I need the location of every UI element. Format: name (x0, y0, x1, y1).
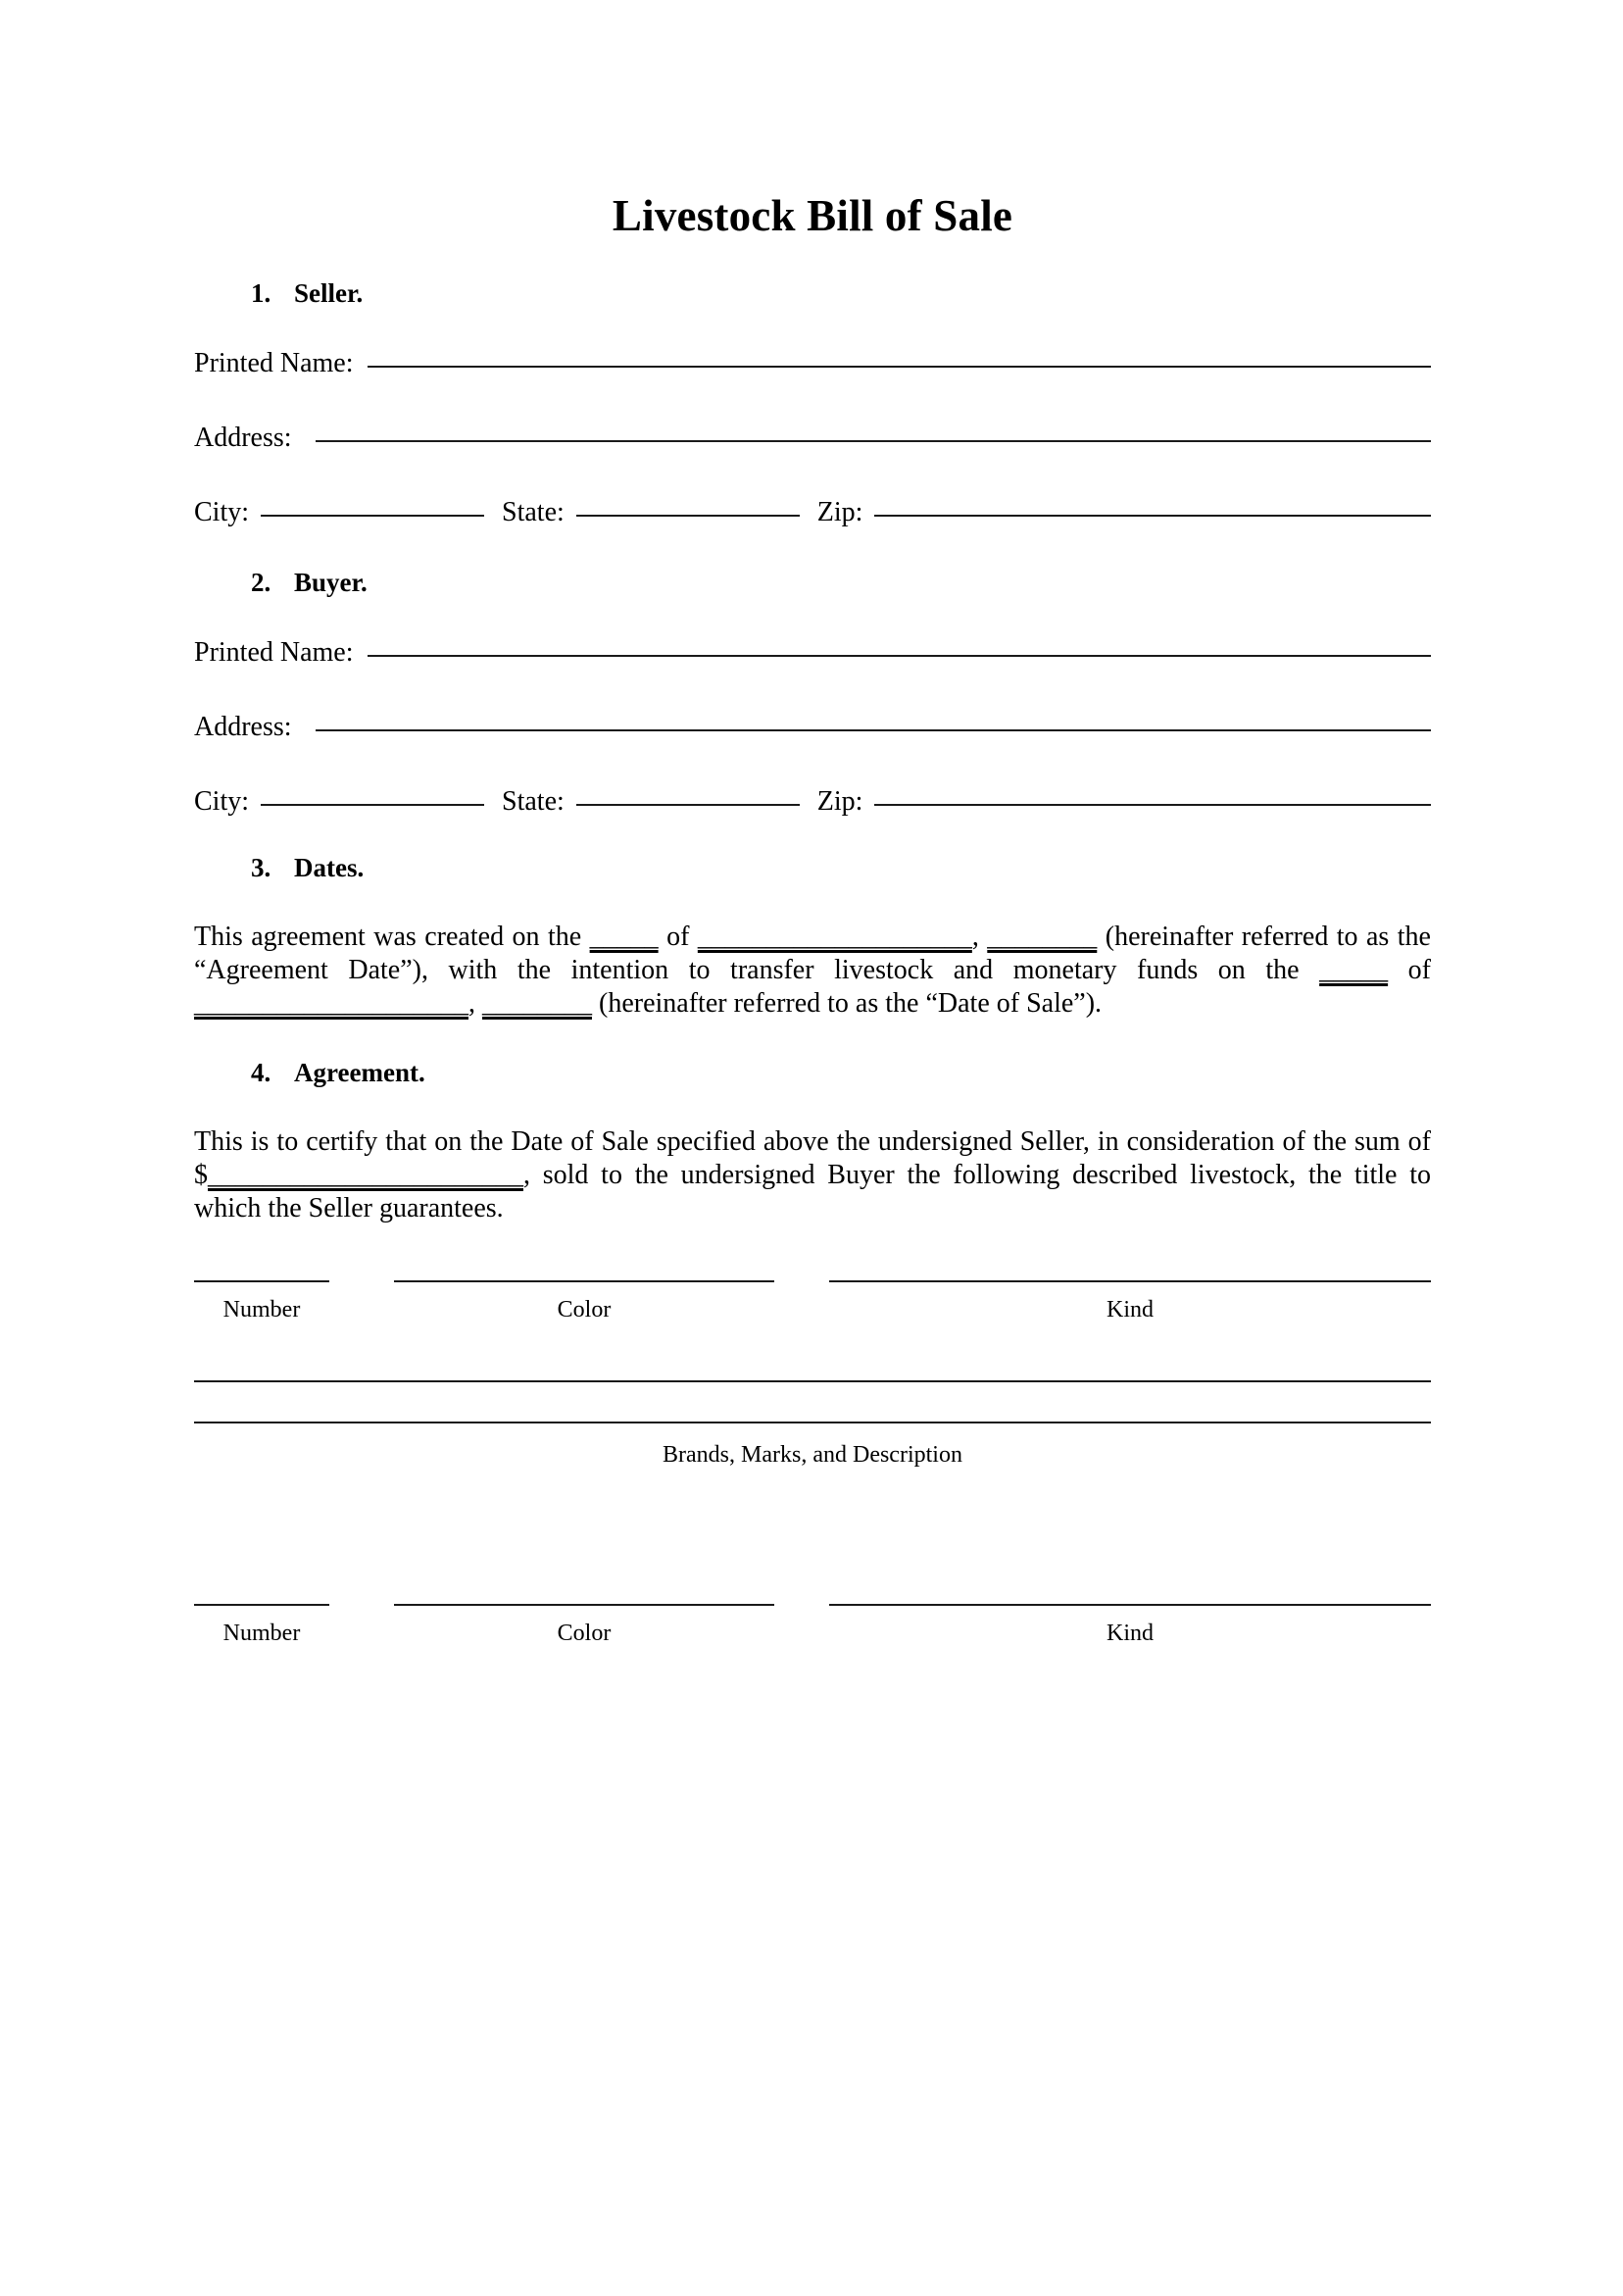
livestock-entry-1 (194, 1280, 1431, 1322)
section-heading-agreement (194, 1057, 1431, 1087)
dates-year-sale-blank[interactable]: ________ (482, 987, 592, 1019)
section-label-dates: Dates. (294, 852, 365, 882)
seller-zip-input[interactable] (874, 515, 1431, 517)
dates-day-created-blank[interactable]: _____ (589, 921, 659, 952)
livestock-entry-2 (194, 1604, 1431, 1645)
dates-day-sale-blank[interactable]: _____ (1319, 954, 1389, 985)
seller-printed-name-row (194, 347, 1431, 378)
seller-address-label: Address: (194, 422, 292, 453)
dates-paragraph (194, 921, 1431, 1021)
seller-state-label: State: (502, 496, 565, 527)
agreement-sum-blank[interactable]: _______________________ (208, 1159, 523, 1190)
livestock-2-kind-input[interactable] (829, 1604, 1431, 1606)
seller-city-input[interactable] (261, 515, 484, 517)
dates-text-5: of (1388, 954, 1432, 985)
dates-text-4: (hereinafter referred to as the “Agreement Date”), with the intention to transfer livestock and monetary funds on the (194, 921, 1431, 985)
livestock-2-number-label: Number (222, 1620, 301, 1646)
brands-caption: Brands, Marks, and Description (663, 1441, 962, 1468)
dates-year-created-blank[interactable]: ________ (987, 921, 1098, 952)
document-content (194, 0, 1431, 1645)
agreement-text-1: This is to certify that on the Date of Sale specified above the undersigned Seller, in consideration of the sum of $ (194, 1125, 1431, 1190)
buyer-state-label: State: (502, 785, 565, 817)
livestock-1-color-input[interactable] (394, 1280, 774, 1282)
buyer-printed-name-label: Printed Name: (194, 636, 354, 668)
section-number-dates: 3. (251, 852, 271, 882)
section-heading-seller (194, 277, 1431, 308)
livestock-2-kind-label: Kind (1107, 1620, 1154, 1646)
section-heading-buyer (194, 567, 1431, 597)
livestock-1-kind-label: Kind (1107, 1296, 1154, 1323)
seller-state-input[interactable] (576, 515, 800, 517)
dates-month-sale-blank[interactable]: ____________________ (194, 987, 468, 1019)
section-number-buyer: 2. (251, 567, 271, 597)
livestock-1-color-label: Color (557, 1296, 612, 1323)
livestock-2-color-input[interactable] (394, 1604, 774, 1606)
section-label-buyer: Buyer. (294, 567, 368, 597)
buyer-printed-name-row (194, 636, 1431, 668)
livestock-1-number-input[interactable] (194, 1280, 329, 1282)
agreement-paragraph (194, 1125, 1431, 1225)
brands-marks-description-block (194, 1380, 1431, 1467)
seller-address-input[interactable] (316, 440, 1431, 442)
dates-month-created-blank[interactable]: ____________________ (697, 921, 972, 952)
agreement-text-2: , sold to the undersigned Buyer the following described livestock, the title to which the Seller guarantees. (194, 1159, 1431, 1223)
livestock-entry-1-labels (194, 1298, 1431, 1322)
buyer-address-row (194, 711, 1431, 742)
dates-text-3: , (971, 921, 988, 952)
seller-address-row (194, 424, 1431, 452)
section-label-agreement: Agreement. (294, 1057, 425, 1087)
section-heading-dates (194, 852, 1431, 882)
buyer-city-input[interactable] (261, 804, 484, 806)
livestock-entry-2-labels (194, 1622, 1431, 1645)
seller-city-label: City: (194, 496, 250, 527)
page-title: Livestock Bill of Sale (612, 191, 1013, 240)
seller-city-state-zip-row (194, 496, 1431, 527)
buyer-zip-label: Zip: (816, 785, 863, 817)
seller-printed-name-input[interactable] (368, 366, 1431, 368)
dates-text-1: This agreement was created on the (194, 921, 590, 952)
livestock-1-kind-input[interactable] (829, 1280, 1431, 1282)
section-number-seller: 1. (251, 277, 271, 308)
dates-text-6: , (468, 987, 482, 1019)
dates-text-7: (hereinafter referred to as the “Date of Sale”). (592, 987, 1103, 1019)
section-number-agreement: 4. (251, 1057, 271, 1087)
seller-zip-label: Zip: (816, 496, 863, 527)
livestock-2-number-input[interactable] (194, 1604, 329, 1606)
section-label-seller: Seller. (294, 277, 364, 308)
buyer-printed-name-input[interactable] (368, 655, 1431, 657)
buyer-address-label: Address: (194, 711, 292, 742)
buyer-zip-input[interactable] (874, 804, 1431, 806)
buyer-city-label: City: (194, 785, 250, 817)
buyer-state-input[interactable] (576, 804, 800, 806)
livestock-2-color-label: Color (557, 1620, 612, 1646)
seller-printed-name-label: Printed Name: (194, 347, 354, 378)
buyer-city-state-zip-row (194, 785, 1431, 817)
livestock-1-number-label: Number (222, 1296, 301, 1323)
dates-text-2: of (658, 921, 698, 952)
buyer-address-input[interactable] (316, 729, 1431, 731)
